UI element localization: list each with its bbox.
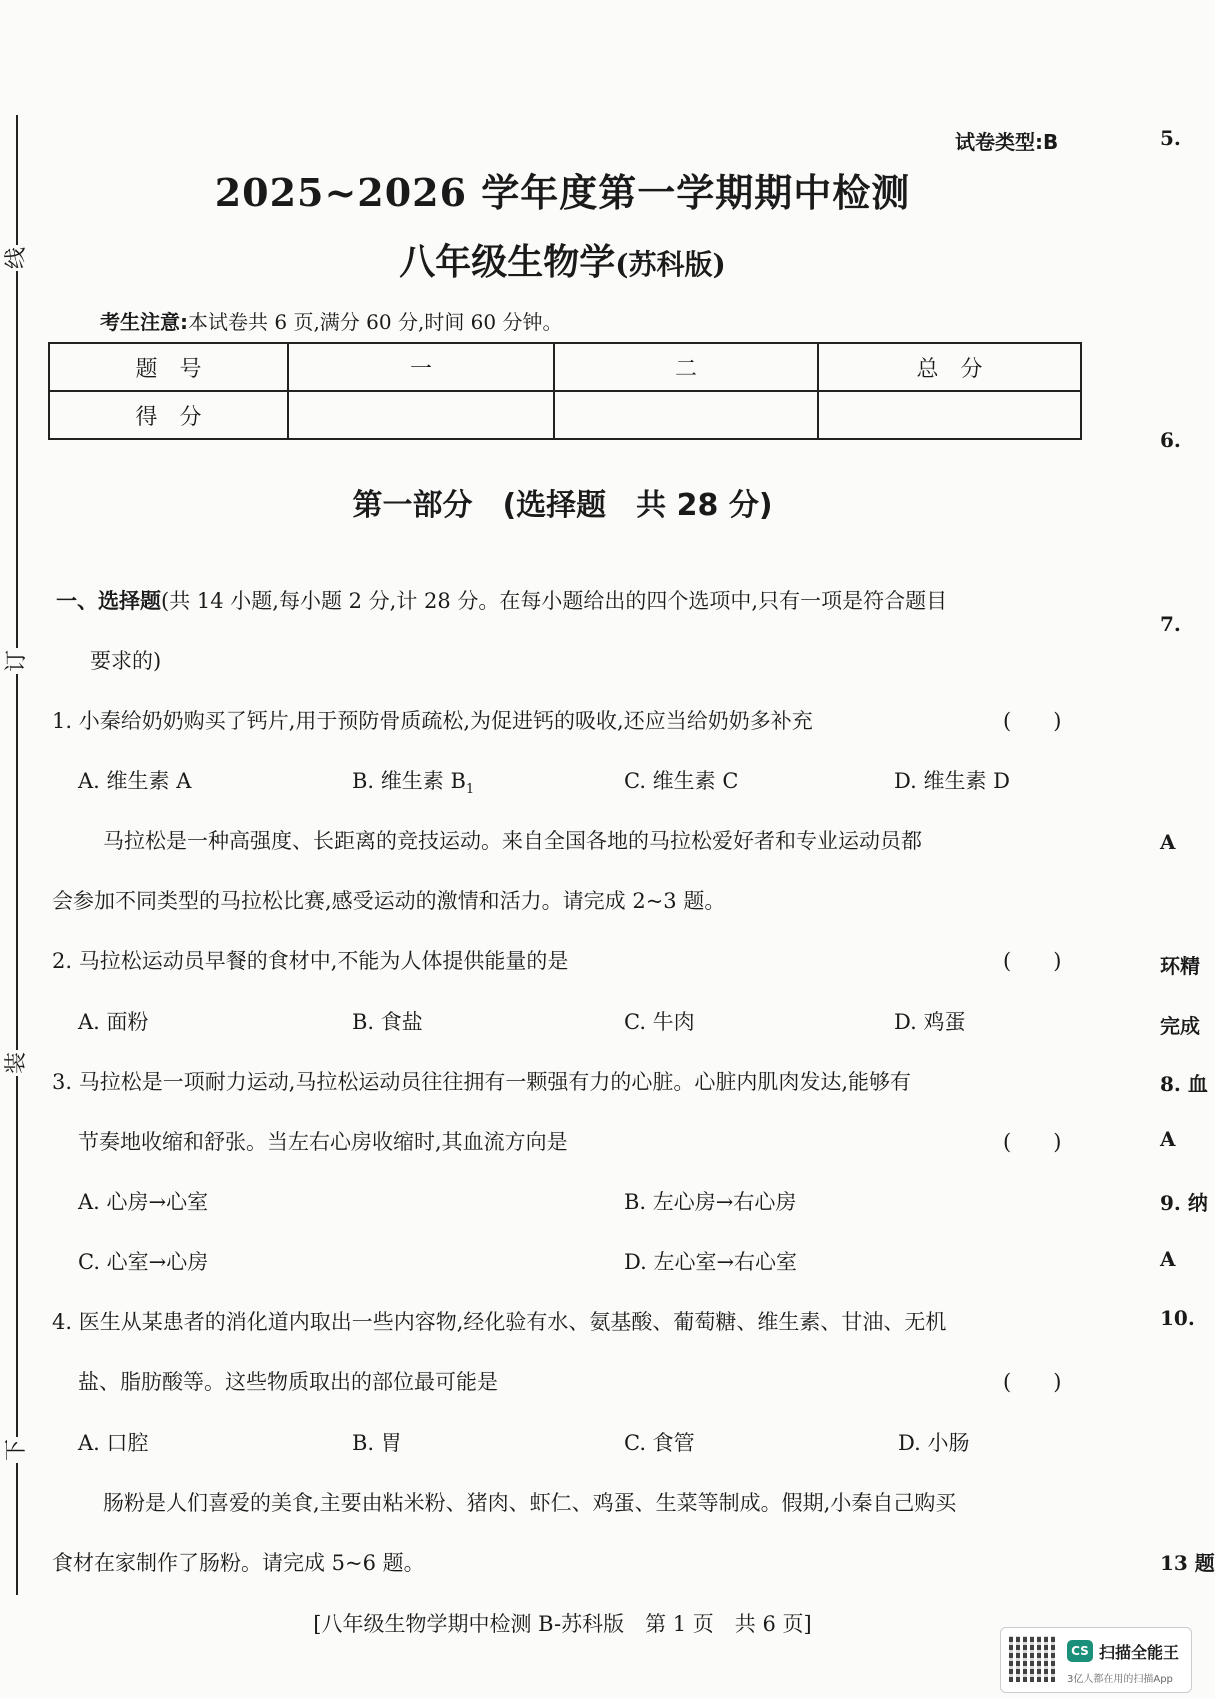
q4-option-b[interactable]: B. 胃 — [352, 1431, 402, 1455]
binding-char-bind: 装 — [4, 1052, 29, 1075]
q3-option-a[interactable]: A. 心房→心室 — [78, 1190, 209, 1214]
section-heading — [56, 585, 947, 615]
q3-option-c[interactable]: C. 心室→心房 — [78, 1250, 209, 1274]
binding-line — [16, 115, 18, 1595]
page-footer: [八年级生物学期中检测 B-苏科版 第 1 页 共 6 页] — [313, 1612, 812, 1636]
q3-line1: 3. 马拉松是一项耐力运动,马拉松运动员往往拥有一颗强有力的心脏。心脏内肌肉发达,能够有 — [52, 1070, 912, 1094]
score-header-part2: 二 — [554, 343, 818, 391]
edge-q8: 8. 血 — [1160, 1072, 1208, 1096]
q4-line2: 盐、脂肪酸等。这些物质取出的部位最可能是 — [78, 1370, 498, 1394]
notice-text: 本试卷共 6 页,满分 60 分,时间 60 分钟。 — [188, 310, 563, 334]
q1-option-c[interactable]: C. 维生素 C — [624, 769, 739, 793]
q4-answer-blank[interactable]: ( ) — [1003, 1370, 1062, 1394]
score-header-total: 总 分 — [818, 343, 1081, 391]
q3-answer-blank[interactable]: ( ) — [1003, 1130, 1062, 1154]
q4-option-c[interactable]: C. 食管 — [624, 1431, 695, 1455]
edge-a3: A — [1160, 1247, 1176, 1271]
material1-line2: 会参加不同类型的马拉松比赛,感受运动的激情和活力。请完成 2~3 题。 — [52, 889, 726, 913]
q1-option-b-subscript: 1 — [465, 782, 475, 798]
binding-char-line: 线 — [4, 247, 29, 270]
qr-code-icon — [1009, 1636, 1055, 1682]
edge-text2: 完成 — [1160, 1014, 1200, 1038]
edge-q7: 7. — [1160, 612, 1181, 636]
edge-a2: A — [1160, 1127, 1176, 1151]
camscanner-logo-icon: CS — [1067, 1640, 1093, 1662]
exam-title: 2025~2026 学年度第一学期期中检测 — [214, 170, 911, 215]
q4-option-d[interactable]: D. 小肠 — [898, 1431, 970, 1455]
score-table-score-row — [49, 391, 1081, 439]
q3-option-b[interactable]: B. 左心房→右心房 — [624, 1190, 797, 1214]
q3-line2: 节奏地收缩和舒张。当左右心房收缩时,其血流方向是 — [78, 1130, 568, 1154]
binding-char-below: 下 — [4, 1439, 29, 1462]
q2-option-d[interactable]: D. 鸡蛋 — [894, 1010, 966, 1034]
q1-option-d[interactable]: D. 维生素 D — [894, 769, 1010, 793]
material2-line2: 食材在家制作了肠粉。请完成 5~6 题。 — [52, 1551, 425, 1575]
q1-option-a[interactable]: A. 维生素 A — [78, 769, 192, 793]
part-title: 第一部分 (选择题 共 28 分) — [352, 488, 773, 523]
score-cell-part2[interactable] — [554, 391, 818, 439]
score-header-part1: 一 — [288, 343, 554, 391]
edge-text1: 环精 — [1160, 954, 1200, 978]
next-page-edge — [1160, 0, 1215, 1699]
exam-notice — [100, 306, 562, 335]
q1-answer-blank[interactable]: ( ) — [1003, 709, 1062, 733]
score-cell-part1[interactable] — [288, 391, 554, 439]
score-table-header-row — [49, 343, 1081, 391]
edge-q10: 10. — [1160, 1306, 1195, 1330]
binding-char-order: 订 — [4, 650, 29, 673]
score-row-label: 得 分 — [49, 391, 288, 439]
q1-text: 1. 小秦给奶奶购买了钙片,用于预防骨质疏松,为促进钙的吸收,还应当给奶奶多补充 — [52, 709, 813, 733]
edge-q6: 6. — [1160, 428, 1181, 452]
edition: (苏科版) — [615, 248, 726, 281]
scanner-watermark — [1000, 1627, 1192, 1693]
score-header-question: 题 号 — [49, 343, 288, 391]
edge-q9: 9. 纳 — [1160, 1191, 1208, 1215]
q4-line1: 4. 医生从某患者的消化道内取出一些内容物,经化验有水、氨基酸、葡萄糖、维生素、甘油、无机 — [52, 1310, 947, 1334]
exam-subtitle — [0, 234, 1125, 285]
q1-option-b-label: B. 维生素 B — [352, 769, 466, 793]
q4-option-a[interactable]: A. 口腔 — [78, 1431, 149, 1455]
material2-line1: 肠粉是人们喜爱的美食,主要由粘米粉、猪肉、虾仁、鸡蛋、生菜等制成。假期,小秦自己购买 — [103, 1491, 957, 1515]
scanner-tagline: 3亿人都在用的扫描App — [1067, 1674, 1173, 1685]
score-table — [48, 342, 1082, 440]
subject: 八年级生物学 — [399, 241, 616, 283]
notice-label: 考生注意: — [100, 310, 188, 334]
q2-option-c[interactable]: C. 牛肉 — [624, 1010, 695, 1034]
scanner-app-name: 扫描全能王 — [1099, 1643, 1180, 1662]
q3-option-d[interactable]: D. 左心室→右心室 — [624, 1250, 798, 1274]
q2-text: 2. 马拉松运动员早餐的食材中,不能为人体提供能量的是 — [52, 949, 569, 973]
edge-q13: 13 题 — [1160, 1551, 1215, 1575]
q1-option-b[interactable] — [352, 765, 474, 797]
q2-option-a[interactable]: A. 面粉 — [78, 1010, 149, 1034]
material1-line1: 马拉松是一种高强度、长距离的竞技运动。来自全国各地的马拉松爱好者和专业运动员都 — [103, 829, 922, 853]
score-cell-total[interactable] — [818, 391, 1081, 439]
paper-type: 试卷类型:B — [955, 130, 1059, 154]
q2-answer-blank[interactable]: ( ) — [1003, 949, 1062, 973]
q2-option-b[interactable]: B. 食盐 — [352, 1010, 423, 1034]
edge-a1: A — [1160, 830, 1176, 854]
section-label: 一、选择题 — [56, 589, 161, 613]
section-text: (共 14 小题,每小题 2 分,计 28 分。在每小题给出的四个选项中,只有一项是符合题目 — [161, 589, 948, 613]
edge-q5: 5. — [1160, 126, 1181, 150]
section-text-cont: 要求的) — [90, 649, 162, 673]
